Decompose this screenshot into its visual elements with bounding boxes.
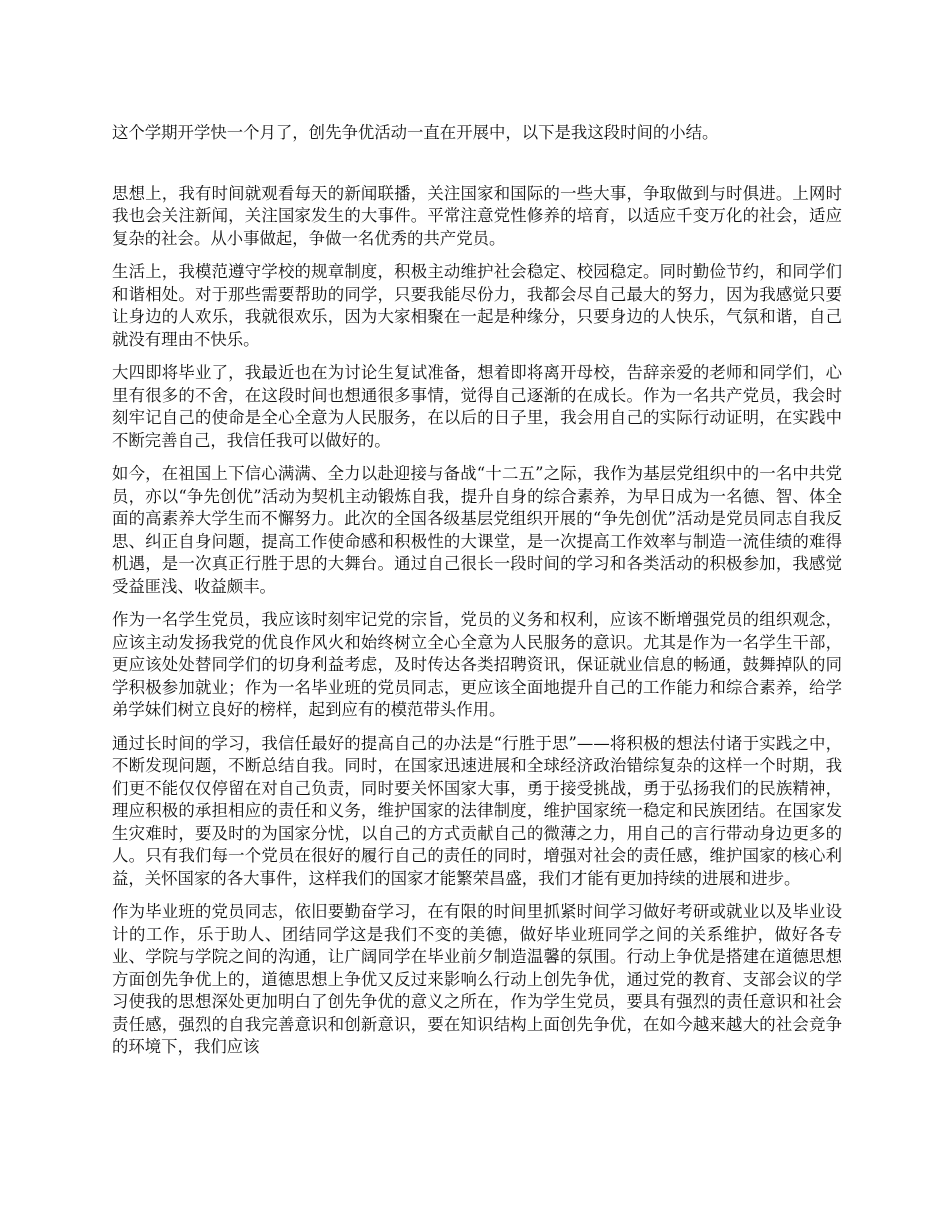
paragraph-thought: 思想上，我有时间就观看每天的新闻联播，关注国家和国际的一些大事，争取做到与时俱进。上网时我也会关注新闻，关注国家发生的大事件。平常注意党性修养的培育，以适应千变万化的社会，适应复杂的社会。从小事做起，争做一名优秀的共产党员。 bbox=[112, 183, 842, 248]
paragraph-student-member: 作为一名学生党员，我应该时刻牢记党的宗旨，党员的义务和权利，应该不断增强党员的组织观念，应该主动发扬我党的优良作风火和始终树立全心全意为人民服务的意识。尤其是作为一名学生干部，更应该处处替同学们的切身利益考虑，及时传达各类招聘资讯，保证就业信息的畅通，鼓舞掉队的同学积极参加就业；作为一名毕业班的党员同志，更应该全面地提升自己的工作能力和综合素养，给学弟学妹们树立良好的榜样，起到应有的模范带头作用。 bbox=[112, 610, 842, 719]
paragraph-graduation: 大四即将毕业了，我最近也在为讨论生复试准备，想着即将离开母校，告辞亲爱的老师和同学们，心里有很多的不舍，在这段时间也想通很多事情，觉得自己逐渐的在成长。作为一名共产党员，我会时刻牢记自己的使命是全心全意为人民服务，在以后的日子里，我会用自己的实际行动证明，在实践中不断完善自己，我信任我可以做好的。 bbox=[112, 363, 842, 450]
paragraph-life: 生活上，我模范遵守学校的规章制度，积极主动维护社会稳定、校园稳定。同时勤俭节约，和同学们和谐相处。对于那些需要帮助的同学，只要我能尽份力，我都会尽自己最大的努力，因为我感觉只要让身边的人欢乐，我就很欢乐，因为大家相聚在一起是种缘分，只要身边的人快乐，气氛和谐，自己就没有理由不快乐。 bbox=[112, 262, 842, 349]
paragraph-graduating-class: 作为毕业班的党员同志，依旧要勤奋学习，在有限的时间里抓紧时间学习做好考研或就业以及毕业设计的工作，乐于助人、团结同学这是我们不变的美德，做好毕业班同学之间的关系维护，做好各专业、学院与学院之间的沟通，让广阔同学在毕业前夕制造温馨的氛围。行动上争优是搭建在道德思想方面创先争优上的，道德思想上争优又反过来影响么行动上创先争优，通过党的教育、支部会议的学习使我的思想深处更加明白了创先争优的意义之所在，作为学生党员，要具有强烈的责任意识和社会责任感，强烈的自我完善意识和创新意识，要在知识结构上面创先争优，在如今越来越大的社会竞争的环境下，我们应该 bbox=[112, 902, 842, 1056]
paragraph-activity: 如今，在祖国上下信心满满、全力以赴迎接与备战“十二五”之际，我作为基层党组织中的一名中共党员，亦以“争先创优”活动为契机主动锻炼自我，提升自身的综合素养，为早日成为一名德、智、体全面的高素养大学生而不懈努力。此次的全国各级基层党组织开展的“争先创优”活动是党员同志自我反思、纠正自身问题，提高工作使命感和积极性的大课堂，是一次提高工作效率与制造一流佳绩的难得机遇，是一次真正行胜于思的大舞台。通过自己很长一段时间的学习和各类活动的积极参加，我感觉受益匪浅、收益颇丰。 bbox=[112, 464, 842, 596]
paragraph-intro: 这个学期开学快一个月了，创先争优活动一直在开展中，以下是我这段时间的小结。 bbox=[112, 123, 719, 142]
paragraph-practice: 通过长时间的学习，我信任最好的提高自己的办法是“行胜于思”——将积极的想法付诸于实践之中，不断发现问题，不断总结自我。同时，在国家迅速进展和全球经济政治错综复杂的这样一个时期，我们更不能仅仅停留在对自己负责，同时要关怀国家大事，勇于接受挑战，勇于弘扬我们的民族精神，理应积极的承担相应的责任和义务，维护国家的法律制度，维护国家统一稳定和民族团结。在国家发生灾难时，要及时的为国家分忧，以自己的方式贡献自己的微薄之力，用自己的言行带动身边更多的人。只有我们每一个党员在很好的履行自己的责任的同时，增强对社会的责任感，维护国家的核心利益，关怀国家的各大事件，这样我们的国家才能繁荣昌盛，我们才能有更加持续的进展和进步。 bbox=[112, 733, 842, 888]
document-body bbox=[112, 122, 842, 1070]
